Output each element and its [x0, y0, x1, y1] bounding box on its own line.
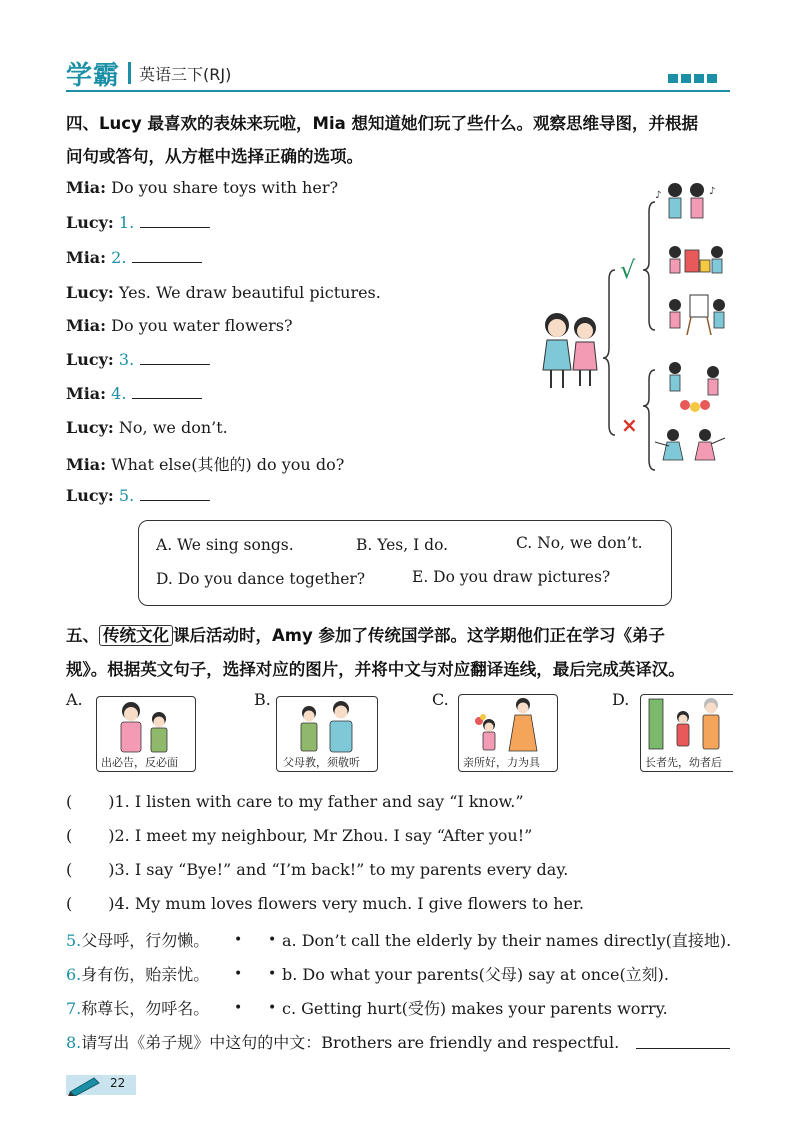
dialogue-line-7: Mia: 4. [66, 384, 202, 403]
watering-flowers-image [669, 362, 719, 412]
child-giving-flowers-image [459, 695, 557, 753]
match-cn-5: 5.父母呼，行勿懒。 [66, 931, 210, 950]
picture-d-letter: D. [612, 690, 630, 709]
option-c: C. No, we don’t. [516, 534, 643, 552]
item-3: ( )3. I say “Bye!” and “I’m back!” to my parents every day. [66, 860, 569, 879]
match-en-c: c. Getting hurt(受伤) makes your parents worry. [282, 999, 668, 1018]
section4-title-line2: 问句或答句，从方框中选择正确的选项。 [66, 147, 363, 166]
picture-a[interactable] [96, 696, 196, 772]
item-4: ( )4. My mum loves flowers very much. I give flowers to her. [66, 894, 584, 913]
check-mark: √ [620, 256, 636, 284]
dialogue-line-3: Mia: 2. [66, 248, 202, 267]
dialogue-line-9: Mia: What else(其他的) do you do? [66, 455, 345, 474]
match-dot-right-a[interactable]: • [268, 932, 277, 948]
section4-title-line1: 四、Lucy 最喜欢的表妹来玩啦，Mia 想知道她们玩了些什么。观察思维导图，并根据 [66, 114, 698, 133]
dialogue-text: No, we don’t. [118, 418, 228, 437]
blank-number: 3. [118, 350, 135, 369]
match-en-b: b. Do what your parents(父母) say at once(立刻). [282, 965, 670, 984]
speaker: Mia [66, 455, 101, 474]
picture-d[interactable] [640, 694, 733, 772]
match-dot-left-5[interactable]: • [234, 932, 243, 948]
svg-text:♪: ♪ [709, 186, 716, 197]
dialogue-text: Do you water flowers? [111, 316, 293, 335]
mother-child-greeting-image [97, 697, 195, 753]
speaker: Lucy [66, 486, 108, 505]
drawing-image [669, 295, 725, 335]
blank-number: 5. [118, 486, 135, 505]
toys-image [669, 246, 723, 273]
picture-c-caption: 亲所好，力为具 [463, 756, 540, 769]
pencil-icon [68, 1074, 102, 1096]
answer-blank-8[interactable] [636, 1048, 730, 1049]
picture-a-caption: 出必告，反必面 [101, 756, 178, 769]
answer-blank-5[interactable] [140, 500, 210, 501]
cross-mark: × [621, 413, 638, 437]
header-line [66, 90, 730, 92]
dialogue-text: Yes. We draw beautiful pictures. [118, 283, 381, 302]
dancing-girls-image [655, 429, 725, 460]
match-dot-left-7[interactable]: • [234, 1000, 243, 1016]
divider [128, 62, 131, 84]
blank-number: 2. [111, 248, 127, 267]
match-dot-left-6[interactable]: • [234, 966, 243, 982]
dialogue-line-10: Lucy: 5. [66, 486, 210, 505]
header-logo [66, 56, 231, 90]
picture-b-caption: 父母教，须敬听 [283, 756, 360, 769]
match-dot-right-b[interactable]: • [268, 966, 277, 982]
dialogue-line-5: Mia: Do you water flowers? [66, 316, 293, 335]
speaker: Lucy [66, 283, 108, 302]
picture-a-letter: A. [66, 690, 83, 709]
section5-title-line1 [66, 622, 732, 646]
picture-c[interactable] [458, 694, 558, 772]
singing-girls-image [655, 183, 715, 218]
section5-title-line2: 规》。根据英文句子，选择对应的图片，并将中文与对应翻译连线，最后完成英译汉。 [66, 660, 685, 679]
options-box [138, 520, 672, 606]
culture-tag: 传统文化 [99, 625, 173, 646]
match-cn-6: 6.身有伤，贻亲忧。 [66, 965, 210, 984]
dialogue-text: What else(其他的) do you do? [111, 455, 345, 474]
speaker: Mia [66, 384, 101, 403]
question-8: 8.请写出《弟子规》中这句的中文：Brothers are friendly and respectful. [66, 1033, 620, 1052]
two-girls-illustration [543, 313, 597, 388]
header-squares [668, 74, 717, 83]
blank-number: 1. [118, 213, 135, 232]
speaker: Mia [66, 316, 101, 335]
option-d: D. Do you dance together? [156, 570, 366, 588]
dialogue-line-8: Lucy: No, we don’t. [66, 418, 228, 437]
speaker: Lucy [66, 418, 108, 437]
dialogue-line-4: Lucy: Yes. We draw beautiful pictures. [66, 283, 381, 302]
speaker: Lucy [66, 213, 108, 232]
match-en-a: a. Don’t call the elderly by their names directly(直接地). [282, 931, 732, 950]
match-cn-7: 7.称尊长，勿呼名。 [66, 999, 210, 1018]
option-e: E. Do you draw pictures? [412, 568, 611, 586]
page-number: 22 [110, 1076, 126, 1090]
answer-blank-1[interactable] [140, 227, 210, 228]
picture-c-letter: C. [432, 690, 449, 709]
option-b: B. Yes, I do. [356, 536, 449, 554]
item-2: ( )2. I meet my neighbour, Mr Zhou. I say “After you!” [66, 826, 533, 845]
svg-text:♪: ♪ [655, 190, 662, 201]
blank-number: 4. [111, 384, 127, 403]
answer-blank-4[interactable] [132, 398, 202, 399]
picture-b-letter: B. [254, 690, 271, 709]
book-title: 英语三下(RJ) [139, 64, 232, 84]
option-a: A. We sing songs. [156, 536, 294, 554]
answer-blank-2[interactable] [132, 262, 202, 263]
speaker: Lucy [66, 350, 108, 369]
picture-b[interactable] [276, 696, 378, 772]
father-teaching-image [277, 697, 377, 753]
dialogue-line-1: Mia: Do you share toys with her? [66, 178, 339, 197]
dialogue-text: Do you share toys with her? [111, 178, 339, 197]
logo-text: 学霸 [66, 60, 121, 91]
dialogue-line-2: Lucy: 1. [66, 213, 210, 232]
speaker: Mia [66, 248, 101, 267]
dialogue-line-6: Lucy: 3. [66, 350, 210, 369]
section-prefix: 五、 [66, 626, 99, 645]
answer-blank-3[interactable] [140, 364, 210, 365]
picture-d-caption: 长者先，幼者后 [645, 756, 722, 769]
match-dot-right-c[interactable]: • [268, 1000, 277, 1016]
item-1: ( )1. I listen with care to my father and say “I know.” [66, 792, 524, 811]
elder-first-image [641, 695, 733, 753]
section5-title-rest: 课后活动时，Amy 参加了传统国学部。这学期他们正在学习《弟子 [173, 626, 665, 645]
speaker: Mia [66, 178, 101, 197]
